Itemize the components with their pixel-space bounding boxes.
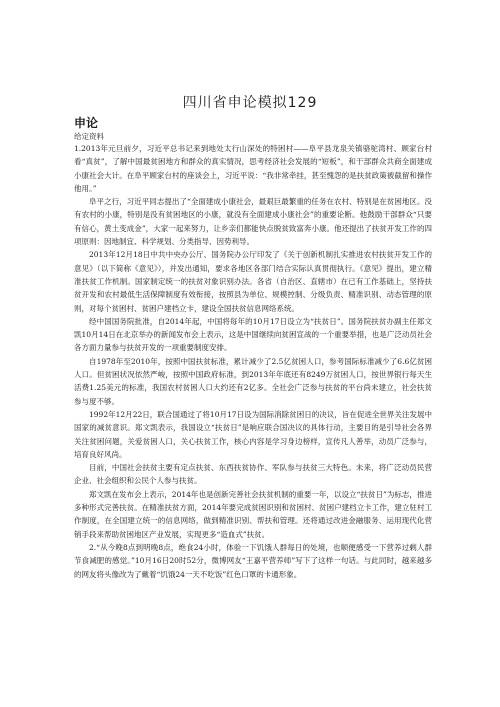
paragraph: 1992年12月22日，联合国通过了将10月17日设为国际消除贫困日的决议，旨在促进全世界关注发展中国家的减贫意识。郑文凯表示，我国设立“扶贫日”是响应联合国决议的具体行动，主要目的是引导社会各界关注贫困问题，关爱贫困人口，关心扶贫工作，核心内容是学习身边榜样，宣传凡人善举，动员广泛参与，培育良好风尚。: [74, 409, 432, 459]
paragraph: 自1978年至2010年，按照中国扶贫标准，累计减少了2.5亿贫困人口，参考国际标准减少了6.6亿贫困人口。但贫困状况依然严峻，按照中国政府标准，到2013年年底还有8249万贫困人口，按世界银行每天生活费1.25美元的标准，我国农村贫困人口大约还有2亿多。全社会广泛参与扶贫的平台尚未建立，社会扶贫参与度不够。: [74, 356, 432, 406]
paragraph: 阜平之行，习近平同志提出了“全面建成小康社会，最艰巨最繁重的任务在农村、特别是在贫困地区。没有农村的小康，特别是没有贫困地区的小康，就没有全面建成小康社会”的重要论断。他鼓励干部群众“只要有信心，黄土变成金”，大家一起来努力，让乡亲们都能快点脱贫致富奔小康。他还提出了扶贫开发工作的四项原则：因地制宜、科学规划、分类指导、因势利导。: [74, 197, 432, 247]
paragraph: 目前，中国社会扶贫主要有定点扶贫、东西扶贫协作、军队参与扶贫三大特色。未来，将广泛动员民营企业、社会组织和公民个人参与扶贫。: [74, 463, 432, 486]
paragraph: 2013年12月18日中共中央办公厅、国务院办公厅印发了《关于创新机制扎实推进农村扶贫开发工作的意见》（以下简称《意见》），并发出通知，要求各地区各部门结合实际认真贯彻执行。《意见》提出，建立精准扶贫工作机制。国家制定统一的扶贫对象识别办法。各省（自治区、直辖市）在已有工作基础上，坚持扶贫开发和农村最低生活保障制度有效衔接，按照县为单位、规模控制、分级负责、精准识别、动态管理的原则，对每个贫困村、贫困户建档立卡，建设全国扶贫信息网络系统。: [74, 250, 432, 313]
materials-label: 给定资料: [74, 132, 104, 141]
document-body: [74, 142, 432, 581]
document-title: 四川省申论模拟129: [182, 95, 318, 111]
section-heading: 申论: [74, 116, 99, 130]
paragraph: 2.“从今晚8点到明晚8点，绝食24小时，体验一下饥饿人群每日的处境，也顺便感受一下营养过剩人群节食减肥的感觉。”10月16日20时52分，微博网友“王嘉平营养师”写下了这样一句话。与此同时，越来越多的网友将头像改为了戴着“饥饿24一天不吃饭”红色口罩的卡通形象。: [74, 542, 432, 579]
paragraph: 1.2013年元旦前夕，习近平总书记来到地处太行山深处的特困村——阜平县龙泉关镇骆驼湾村、顾家台村看“真贫”，了解中国最贫困地方和群众的真实情况，思考经济社会发展的“短板”，和干部群众共商全面建成小康社会大计。在阜平顾家台村的座谈会上，习近平说：“我非常牵挂，甚至愧怨的是扶贫政策被截留和操作他用。”: [74, 144, 432, 193]
paragraph: 经中国国务院批准，自2014年起，中国将每年的10月17日设立为“扶贫日”。国务院扶贫办副主任郑文凯10月14日在北京举办的新闻发布会上表示，这是中国继续向贫困宣战的一个重要举措，也是广泛动员社会各方面力量参与扶贫开发的一项重要制度安排。: [74, 316, 432, 353]
paragraph: 郑文凯在发布会上表示，2014年也是创新完善社会扶贫机制的重要一年，以设立“扶贫日”为标志，推进多种形式完善扶贫。在精准扶贫方面，2014年要完成贫困识别和贫困村、贫困户建档立卡工作，建立驻村工作制度，在全国建立统一的信息网络，做到精准识别、帮扶和管理。还将通过改进金融服务、运用现代化营销手段来帮助贫困地区产业发展，实现更多“造血式”扶贫。: [74, 489, 432, 539]
